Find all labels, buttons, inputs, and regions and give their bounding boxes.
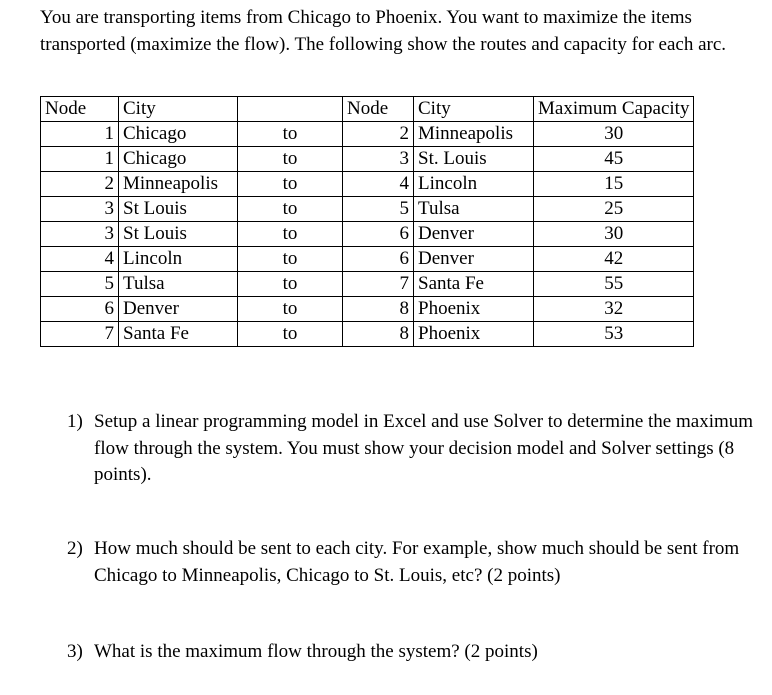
from-city-cell: St Louis — [119, 197, 238, 222]
to-node-cell: 5 — [343, 197, 414, 222]
from-node-cell: 1 — [41, 147, 119, 172]
header-to-city: City — [414, 97, 534, 122]
question-item — [67, 536, 757, 589]
question-text: What is the maximum flow through the system? (2 points) — [94, 641, 538, 662]
question-item — [67, 639, 757, 666]
to-separator-cell: to — [238, 222, 343, 247]
header-from-node: Node — [41, 97, 119, 122]
question-item — [67, 409, 757, 489]
to-separator-cell: to — [238, 147, 343, 172]
to-separator-cell: to — [238, 322, 343, 347]
capacity-cell: 30 — [534, 122, 694, 147]
route-capacity-table — [40, 96, 694, 347]
to-node-cell: 3 — [343, 147, 414, 172]
from-city-cell: Minneapolis — [119, 172, 238, 197]
table-row — [41, 222, 694, 247]
table-row — [41, 197, 694, 222]
to-city-cell: Lincoln — [414, 172, 534, 197]
capacity-cell: 25 — [534, 197, 694, 222]
table-row — [41, 247, 694, 272]
capacity-cell: 55 — [534, 272, 694, 297]
from-node-cell: 7 — [41, 322, 119, 347]
table-row — [41, 122, 694, 147]
header-to-node: Node — [343, 97, 414, 122]
header-separator — [238, 97, 343, 122]
table-row — [41, 172, 694, 197]
to-separator-cell: to — [238, 297, 343, 322]
from-node-cell: 5 — [41, 272, 119, 297]
to-city-cell: Phoenix — [414, 322, 534, 347]
to-city-cell: St. Louis — [414, 147, 534, 172]
question-number: 2) — [67, 538, 83, 559]
to-city-cell: Denver — [414, 247, 534, 272]
from-city-cell: Chicago — [119, 147, 238, 172]
from-city-cell: Santa Fe — [119, 322, 238, 347]
capacity-cell: 53 — [534, 322, 694, 347]
to-separator-cell: to — [238, 247, 343, 272]
from-city-cell: Lincoln — [119, 247, 238, 272]
to-node-cell: 6 — [343, 222, 414, 247]
to-separator-cell: to — [238, 272, 343, 297]
capacity-cell: 45 — [534, 147, 694, 172]
to-node-cell: 8 — [343, 322, 414, 347]
table-body — [41, 122, 694, 347]
to-node-cell: 8 — [343, 297, 414, 322]
question-text: How much should be sent to each city. For example, show much should be sent from Chicago to Minneapolis, Chicago to St. Louis, etc? (2 points) — [94, 538, 740, 586]
table-row — [41, 147, 694, 172]
to-city-cell: Tulsa — [414, 197, 534, 222]
capacity-cell: 32 — [534, 297, 694, 322]
to-node-cell: 4 — [343, 172, 414, 197]
from-node-cell: 3 — [41, 197, 119, 222]
from-node-cell: 6 — [41, 297, 119, 322]
from-node-cell: 1 — [41, 122, 119, 147]
table-row — [41, 272, 694, 297]
from-city-cell: Denver — [119, 297, 238, 322]
to-separator-cell: to — [238, 172, 343, 197]
to-city-cell: Minneapolis — [414, 122, 534, 147]
from-city-cell: Tulsa — [119, 272, 238, 297]
question-text: Setup a linear programming model in Excel and use Solver to determine the maximum flow through the system. You must show your decision model and Solver settings (8 points). — [94, 411, 754, 485]
capacity-cell: 30 — [534, 222, 694, 247]
header-from-city: City — [119, 97, 238, 122]
table-row — [41, 297, 694, 322]
intro-paragraph: You are transporting items from Chicago to Phoenix. You want to maximize the items transported (maximize the flow). The following show the routes and capacity for each arc. — [40, 7, 727, 55]
from-node-cell: 2 — [41, 172, 119, 197]
capacity-cell: 42 — [534, 247, 694, 272]
to-city-cell: Denver — [414, 222, 534, 247]
to-node-cell: 7 — [343, 272, 414, 297]
table-row — [41, 322, 694, 347]
to-separator-cell: to — [238, 197, 343, 222]
header-capacity: Maximum Capacity — [534, 97, 694, 122]
from-city-cell: Chicago — [119, 122, 238, 147]
to-city-cell: Santa Fe — [414, 272, 534, 297]
from-node-cell: 3 — [41, 222, 119, 247]
to-separator-cell: to — [238, 122, 343, 147]
question-number: 3) — [67, 641, 83, 662]
question-number: 1) — [67, 411, 83, 432]
to-city-cell: Phoenix — [414, 297, 534, 322]
to-node-cell: 6 — [343, 247, 414, 272]
to-node-cell: 2 — [343, 122, 414, 147]
from-city-cell: St Louis — [119, 222, 238, 247]
capacity-cell: 15 — [534, 172, 694, 197]
from-node-cell: 4 — [41, 247, 119, 272]
